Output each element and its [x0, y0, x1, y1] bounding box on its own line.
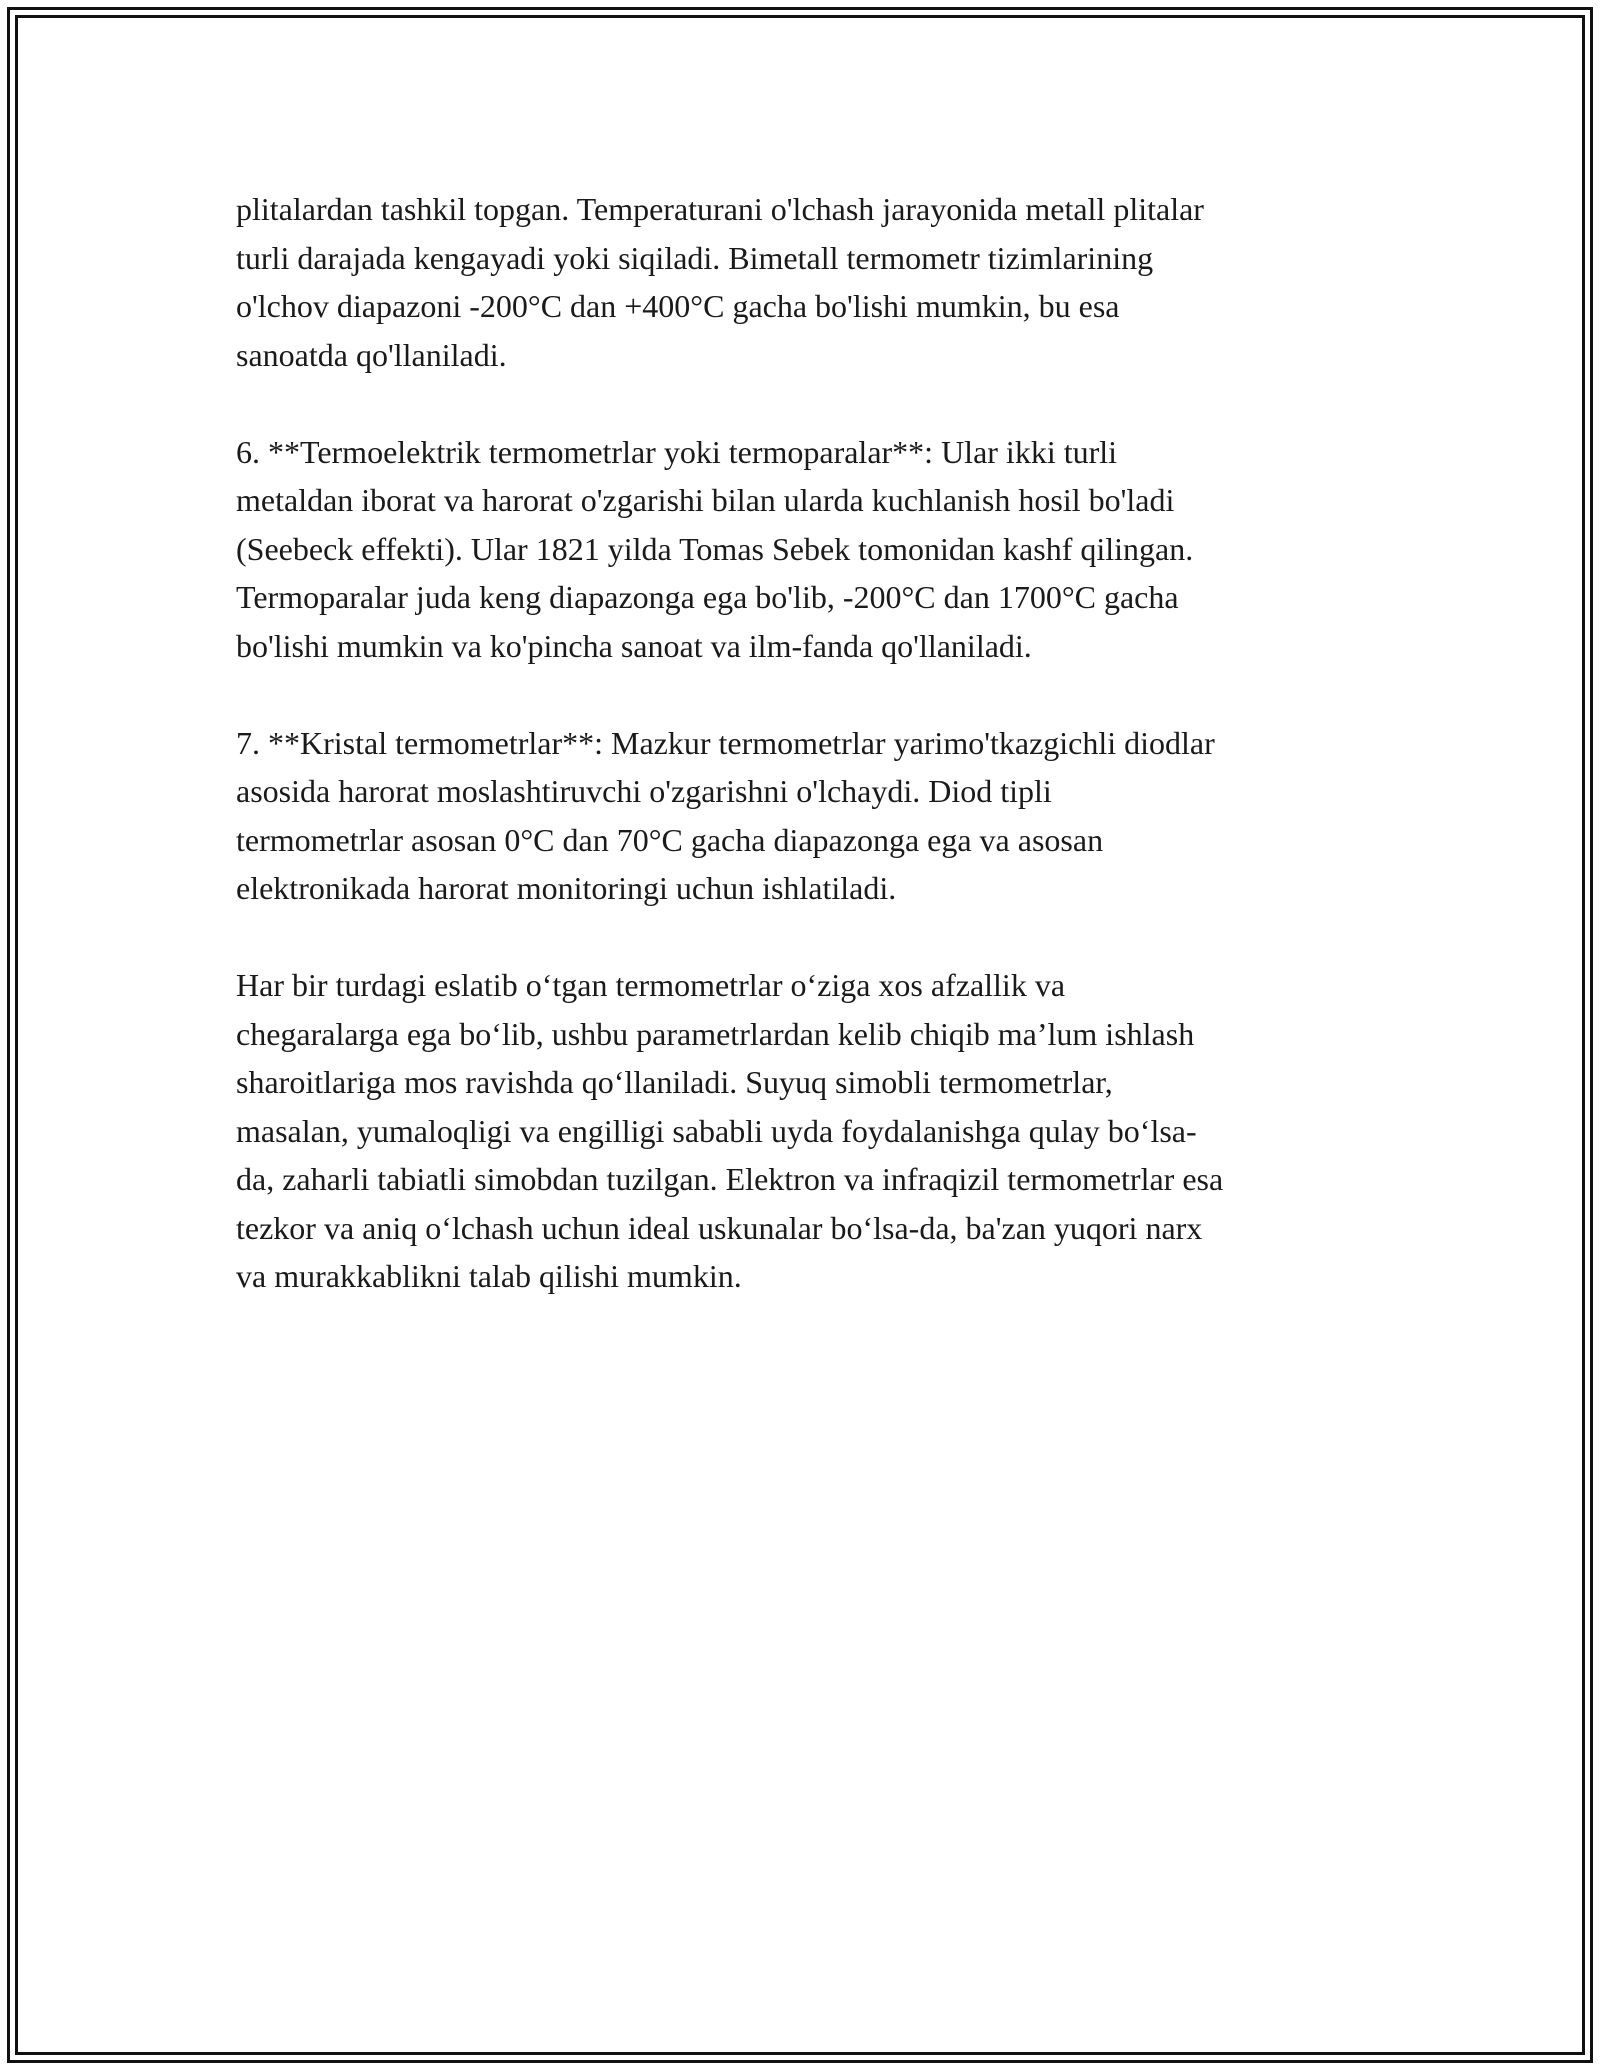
- paragraph-bimetal-continuation: plitalardan tashkil topgan. Temperaturani o'lchash jarayonida metall plitalar turli darajada kengayadi yoki siqiladi. Bimetall termometr tizimlarining o'lchov diapazoni -200°C dan +400°C gacha bo'lishi mumkin, bu esa sanoatda qo'llaniladi.: [236, 191, 1204, 373]
- document-body: [236, 185, 1386, 1301]
- paragraph-thermocouples: 6. **Termoelektrik termometrlar yoki termoparalar**: Ular ikki turli metaldan iborat va harorat o'zgarishi bilan ularda kuchlanish hosil bo'ladi (Seebeck effekti). Ular 1821 yilda Tomas Sebek tomonidan kashf qilingan. Termoparalar juda keng diapazonga ega bo'lib, -200°C dan 1700°C gacha bo'lishi mumkin va ko'pincha sanoat va ilm-fanda qo'llaniladi.: [236, 433, 1194, 664]
- paragraph-crystal-thermometers: 7. **Kristal termometrlar**: Mazkur termometrlar yarimo'tkazgichli diodlar asosida harorat moslashtiruvchi o'zgarishni o'lchaydi. Diod tipli termometrlar asosan 0°C dan 70°C gacha diapazonga ega va asosan elektronikada harorat monitoringi uchun ishlatiladi.: [236, 724, 1215, 906]
- paragraph-conclusion: Har bir turdagi eslatib o‘tgan termometrlar o‘ziga xos afzallik va chegaralarga ega bo‘lib, ushbu parametrlardan kelib chiqib ma’lum ishlash sharoitlariga mos ravishda qo‘llaniladi. Suyuq simobli termometrlar, masalan, yumaloqligi va engilligi sababli uyda foydalanishga qulay bo‘lsa- da, zaharli tabiatli simobdan tuzilgan. Elektron va infraqizil termometrlar esa tezkor va aniq o‘lchash uchun ideal uskunalar bo‘lsa-da, ba'zan yuqori narx va murakkablikni talab qilishi mumkin.: [236, 967, 1224, 1294]
